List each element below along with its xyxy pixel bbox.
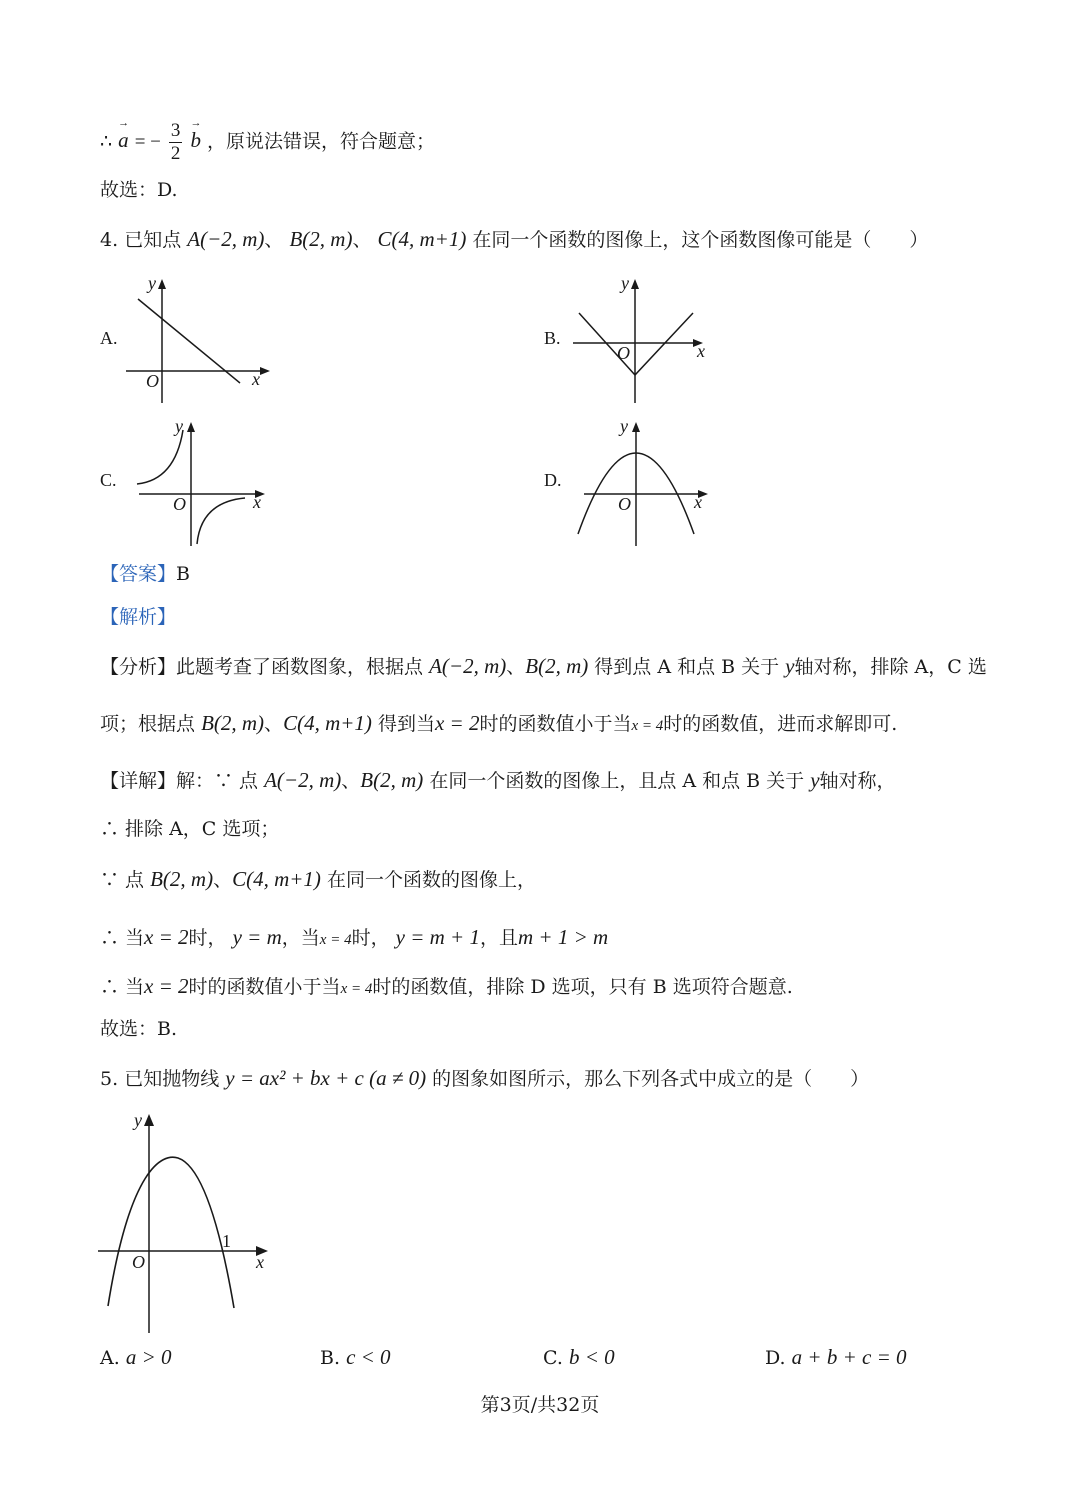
origin-label: O [618, 494, 631, 514]
option-label: D. [765, 1347, 786, 1369]
origin-label: O [617, 343, 630, 363]
point-c: C(4, m+1) [283, 711, 372, 735]
xj-text-3a: ∵ 点 [100, 869, 145, 891]
xiangjie-line-2: ∴ 排除 A，C 选项； [100, 818, 280, 840]
q5-stem [100, 1068, 869, 1089]
xj-text-2: 在同一个函数的图像上，且点 A 和点 B 关于 [429, 770, 805, 792]
fenxi-text-3: 轴对称，排除 A，C 选 [794, 656, 987, 678]
y-label: y [620, 416, 628, 436]
x-label: x [252, 369, 260, 389]
y-label: y [175, 416, 183, 436]
q5-formula: y = ax² + bx + c (a ≠ 0) [225, 1066, 427, 1090]
x-label: x [256, 1252, 264, 1272]
y-letter: y [785, 654, 795, 678]
y-label: y [621, 273, 629, 293]
y-label: y [134, 1110, 142, 1130]
x-equals-2: x = 2 [144, 925, 189, 949]
q4-text-b: 在同一个函数的图像上，这个函数图像可能是（ ） [472, 229, 929, 251]
y-label: y [148, 273, 156, 293]
q4-stem: 4. 已知点 A(−2, m)、 B(2, m)、 C(4, m+1) 在同一个函数的图像上，这个函数图像可能是（ ） [100, 227, 929, 251]
one-label: 1 [222, 1231, 231, 1251]
q4-point-b: B(2, m) [289, 227, 353, 251]
q5-text-a: 已知抛物线 [124, 1068, 220, 1090]
q4-option-b-label: B. [544, 328, 561, 348]
prev-conclusion [100, 120, 435, 165]
point-b: B(2, m) [201, 711, 265, 735]
option-expr: b < 0 [568, 1345, 615, 1369]
xj-text-4d: ，当 [281, 927, 320, 949]
xj-text-3: 轴对称， [819, 770, 896, 792]
q4-graph-b [565, 275, 725, 410]
origin-label: O [173, 494, 186, 514]
xj-text-4e: 时， [351, 927, 390, 949]
q5-option-c [543, 1347, 615, 1368]
q5-number: 5. [100, 1068, 119, 1090]
xj-text-5c: 时的函数值，排除 D 选项，只有 B 选项符合题意. [372, 976, 793, 998]
x-equals-4: x = 4 [319, 932, 352, 948]
option-label: B. [320, 1347, 341, 1369]
xj-text-4b: 时， [188, 927, 227, 949]
fenxi-text-4: 项；根据点 [100, 713, 196, 735]
q4-point-a: A(−2, m) [187, 227, 265, 251]
fenxi-tag: 【分析】 [100, 656, 177, 678]
y-equals-m: y = m [232, 925, 282, 949]
xj-text-5a: ∴ 当 [100, 976, 145, 998]
xj-text-5b: 时的函数值小于当 [188, 976, 341, 998]
point-b: B(2, m) [525, 654, 589, 678]
fenxi-text-7: 时的函数值，进而求解即可. [663, 713, 898, 735]
fenxi-text-1: 此题考查了函数图象，根据点 [176, 656, 424, 678]
fenxi-text-6: 时的函数值小于当 [479, 713, 632, 735]
fraction: $\frac{3}{2}$ [170, 120, 181, 164]
fenxi-line-1: 【分析】此题考查了函数图象，根据点 A(−2, m)、B(2, m) 得到点 A 和点 B 关于 y轴对称，排除 A，C 选 [100, 654, 987, 678]
xiangjie-line-4 [100, 927, 608, 948]
option-expr: c < 0 [346, 1345, 391, 1369]
q4-option-d-label: D. [544, 470, 562, 490]
xiangjie-line-1: 【详解】解：∵ 点 A(−2, m)、B(2, m) 在同一个函数的图像上，且点 A 和点 B 关于 y轴对称， [100, 768, 896, 792]
point-c: C(4, m+1) [232, 867, 321, 891]
xiangjie-line-5 [100, 976, 793, 997]
xj-text-1: 解：∵ 点 [176, 770, 259, 792]
xiangjie-tag: 【详解】 [100, 770, 177, 792]
m-inequality: m + 1 > m [517, 925, 609, 949]
q5-text-b: 的图象如图所示，那么下列各式中成立的是（ ） [432, 1068, 870, 1090]
y-letter: y [810, 768, 820, 792]
q5-option-a [100, 1347, 171, 1368]
point-b: B(2, m) [360, 768, 424, 792]
q5-option-b [320, 1347, 391, 1368]
q5-parabola-graph [96, 1108, 276, 1338]
xj-text-4g: ，且 [479, 927, 518, 949]
fenxi-text-5: 得到当 [377, 713, 435, 735]
q4-answer [100, 565, 190, 584]
y-equals-m-plus-1: y = m + 1 [395, 925, 480, 949]
q4-number: 4. [100, 229, 119, 251]
x-equals-4: x = 4 [631, 718, 664, 734]
q4-graph-a [120, 275, 280, 410]
q4-point-c: C(4, m+1) [377, 227, 467, 251]
option-expr: a + b + c = 0 [791, 1345, 907, 1369]
answer-value: B [176, 563, 190, 585]
point-b: B(2, m) [150, 867, 214, 891]
q4-choice: 故选：B. [100, 1018, 178, 1040]
point-a: A(−2, m) [429, 654, 507, 678]
q4-graph-c [135, 418, 285, 548]
q5-option-d [765, 1347, 907, 1368]
option-expr: a > 0 [125, 1345, 172, 1369]
xj-text-4a: ∴ 当 [100, 927, 145, 949]
vector-b: → b [190, 130, 201, 151]
q4-text-a: 已知点 [124, 229, 182, 251]
x-equals-2: x = 2 [144, 974, 189, 998]
x-label: x [253, 492, 261, 512]
analysis-tag: 【解析】 [100, 606, 177, 628]
x-label: x [694, 492, 702, 512]
xiangjie-line-3: ∵ 点 B(2, m)、C(4, m+1) 在同一个函数的图像上， [100, 867, 536, 891]
point-a: A(−2, m) [264, 768, 342, 792]
x-equals-4: x = 4 [340, 981, 373, 997]
option-label: C. [543, 1347, 563, 1369]
prev-choice: 故选：D. [100, 179, 178, 201]
origin-label: O [146, 371, 159, 391]
answer-tag: 【答案】 [100, 563, 177, 585]
origin-label: O [132, 1252, 145, 1272]
conclusion-comment: ，原说法错误，符合题意； [207, 130, 436, 153]
option-label: A. [100, 1347, 120, 1369]
fenxi-text-2: 得到点 A 和点 B 关于 [594, 656, 780, 678]
q4-option-c-label: C. [100, 470, 117, 490]
x-equals-2: x = 2 [434, 711, 480, 735]
xj-text-3b: 在同一个函数的图像上， [326, 869, 536, 891]
page-footer: 第3页/共32页 [480, 1394, 600, 1416]
vector-a: → a [118, 130, 129, 151]
q4-graph-d [570, 418, 720, 548]
therefore-symbol: ∴ [100, 130, 113, 153]
x-label: x [697, 341, 705, 361]
equals-neg: = − [134, 131, 161, 153]
fenxi-line-2: 项；根据点 B(2, m)、C(4, m+1) 得到当x = 2时的函数值小于当x = 4时的函数值，进而求解即可. [100, 711, 898, 735]
q4-option-a-label: A. [100, 328, 118, 348]
